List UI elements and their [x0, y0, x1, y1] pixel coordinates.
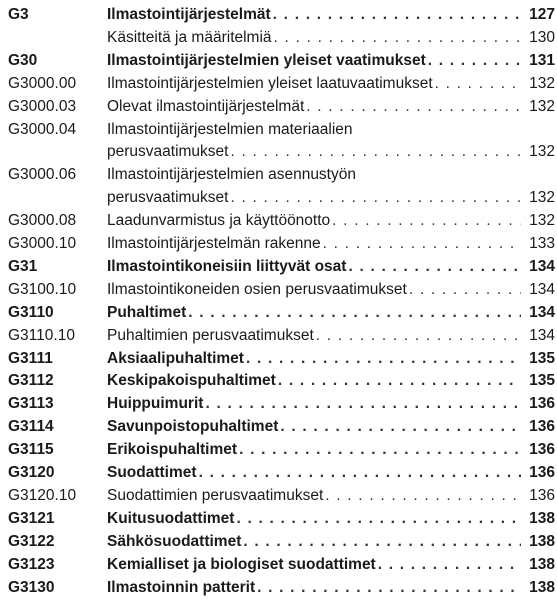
toc-entry-title: Puhaltimet [107, 304, 186, 322]
toc-entry-page-number: 134 [525, 304, 555, 322]
toc-entry-title: Erikoispuhaltimet [107, 441, 237, 459]
toc-entry[interactable] [0, 75, 557, 98]
toc-entry-page-number: 127 [525, 6, 555, 24]
toc-entry-code: G3 [8, 6, 29, 24]
toc-entry-page-number: 134 [525, 281, 555, 299]
toc-entry-page-number: 132 [525, 75, 555, 93]
toc-entry-title: perusvaatimukset [107, 189, 228, 207]
toc-entry-code: G3000.06 [8, 166, 76, 184]
toc-entry-code: G3110 [8, 304, 54, 322]
toc-entry-title: Keskipakoispuhaltimet [107, 372, 276, 390]
toc-entry-code: G3000.10 [8, 235, 76, 253]
toc-entry[interactable] [0, 533, 557, 556]
toc-entry-code: G31 [8, 258, 37, 276]
dot-leader [306, 98, 521, 116]
toc-entry-title: Ilmastointijärjestelmän rakenne [107, 235, 321, 253]
dot-leader [257, 579, 521, 597]
toc-entry-code: G3114 [8, 418, 54, 436]
toc-entry-code: G3000.00 [8, 75, 76, 93]
dot-leader [230, 143, 521, 161]
toc-entry-code: G3121 [8, 510, 55, 528]
toc-entry-title-line [107, 579, 555, 597]
toc-entry-code: G3112 [8, 372, 54, 390]
dot-leader [246, 350, 521, 368]
toc-entry-title: Savunpoistopuhaltimet [107, 418, 278, 436]
toc-entry-title: Käsitteitä ja määritelmiä [107, 29, 272, 47]
toc-entry[interactable] [0, 395, 557, 418]
toc-entry-code: G3111 [8, 350, 53, 368]
toc-entry-page-number: 136 [525, 464, 555, 482]
toc-entry-page-number: 132 [525, 189, 555, 207]
toc-entry[interactable] [0, 350, 557, 373]
toc-entry[interactable] [0, 441, 557, 464]
toc-entry-page-number: 136 [525, 487, 555, 505]
toc-entry[interactable] [0, 29, 557, 52]
toc-entry-page-number: 135 [525, 350, 555, 368]
toc-entry[interactable] [0, 372, 557, 395]
toc-entry-page-number: 132 [525, 98, 555, 116]
toc-entry-page-number: 136 [525, 395, 555, 413]
toc-entry-title-line [107, 556, 555, 574]
toc-entry-title: Laadunvarmistus ja käyttöönotto [107, 212, 330, 230]
dot-leader [378, 556, 521, 574]
toc-entry-title: Ilmastoinnin patterit [107, 579, 255, 597]
toc-entry-page-number: 138 [525, 510, 555, 528]
toc-entry-title-line [107, 143, 555, 161]
toc-entry[interactable] [0, 304, 557, 327]
toc-entry-title: Ilmastointijärjestelmät [107, 6, 271, 24]
toc-entry-page-number: 134 [525, 258, 555, 276]
toc-entry-title: Puhaltimien perusvaatimukset [107, 327, 314, 345]
dot-leader [278, 372, 521, 390]
toc-entry-code: G3123 [8, 556, 55, 574]
toc-entry-title-line [107, 327, 555, 345]
toc-entry-title-line [107, 281, 555, 299]
toc-entry-title-line [107, 98, 555, 116]
toc-entry-title-line [107, 6, 555, 24]
toc-entry-title: Kemialliset ja biologiset suodattimet [107, 556, 376, 574]
dot-leader [316, 327, 521, 345]
dot-leader [236, 510, 521, 528]
toc-entry-title-line [107, 510, 555, 528]
toc-entry-code: G3115 [8, 441, 54, 459]
toc-entry-page-number: 134 [525, 327, 555, 345]
toc-entry-title-line [107, 212, 555, 230]
toc-entry[interactable] [0, 281, 557, 304]
dot-leader [243, 533, 521, 551]
toc-entry-title: Suodattimien perusvaatimukset [107, 487, 323, 505]
dot-leader [409, 281, 521, 299]
toc-entry-title-line [107, 533, 555, 551]
toc-entry-title-line [107, 418, 555, 436]
toc-entry-title: Ilmastointijärjestelmien yleiset vaatimukset [107, 52, 426, 70]
toc-entry-title: Aksiaalipuhaltimet [107, 350, 244, 368]
toc-entry-code: G3122 [8, 533, 55, 551]
toc-entry-code: G3000.04 [8, 121, 76, 139]
toc-entry-title-line [107, 235, 555, 253]
dot-leader [273, 6, 521, 24]
toc-entry[interactable] [0, 464, 557, 487]
toc-entry-page-number: 132 [525, 143, 555, 161]
toc-entry[interactable] [0, 327, 557, 350]
toc-entry-title: Ilmastointikoneiden osien perusvaatimukset [107, 281, 407, 299]
toc-entry-title-line [107, 75, 555, 93]
toc-entry[interactable] [0, 98, 557, 121]
dot-leader [435, 75, 521, 93]
toc-entry-title: Sähkösuodattimet [107, 533, 241, 551]
dot-leader [280, 418, 521, 436]
toc-entry-title-line [107, 166, 555, 184]
toc-entry-page-number: 130 [525, 29, 555, 47]
toc-entry-title-line [107, 350, 555, 368]
toc-entry[interactable] [0, 510, 557, 533]
toc-entry-code: G3110.10 [8, 327, 75, 345]
dot-leader [199, 464, 521, 482]
toc-entry-code: G3130 [8, 579, 55, 597]
toc-entry[interactable] [0, 556, 557, 579]
dot-leader [348, 258, 521, 276]
dot-leader [239, 441, 521, 459]
toc-entry[interactable] [0, 6, 557, 29]
toc-entry[interactable] [0, 487, 557, 510]
toc-entry-title-line [107, 121, 555, 139]
toc-entry-title: Huippuimurit [107, 395, 203, 413]
toc-entry-title-line [107, 304, 555, 322]
toc-entry-title-line [107, 52, 555, 70]
toc-entry-title: Ilmastointijärjestelmien materiaalien [107, 121, 353, 139]
toc-entry-code: G30 [8, 52, 37, 70]
toc-entry-title-line [107, 29, 555, 47]
toc-entry-code: G3120.10 [8, 487, 76, 505]
toc-entry[interactable] [0, 52, 557, 75]
dot-leader [230, 189, 521, 207]
dot-leader [325, 487, 521, 505]
toc-entry[interactable] [0, 166, 557, 212]
toc-entry-title-line [107, 441, 555, 459]
dot-leader [332, 212, 521, 230]
dot-leader [274, 29, 521, 47]
toc-entry-page-number: 135 [525, 372, 555, 390]
toc-entry-title-line [107, 464, 555, 482]
toc-entry-page-number: 138 [525, 556, 555, 574]
toc-entry[interactable] [0, 121, 557, 167]
toc-entry-title-line [107, 258, 555, 276]
toc-entry-code: G3000.03 [8, 98, 76, 116]
toc-entry-title: Ilmastointijärjestelmien asennustyön [107, 166, 356, 184]
toc-entry-title-line [107, 189, 555, 207]
toc-entry[interactable] [0, 579, 557, 601]
toc-entry-title: perusvaatimukset [107, 143, 228, 161]
toc-entry-page-number: 132 [525, 212, 555, 230]
toc-entry-code: G3120 [8, 464, 55, 482]
toc-entry[interactable] [0, 212, 557, 235]
toc-entry[interactable] [0, 258, 557, 281]
toc-entry-title-line [107, 372, 555, 390]
toc-entry-code: G3100.10 [8, 281, 76, 299]
toc-entry-title-line [107, 487, 555, 505]
dot-leader [428, 52, 521, 70]
toc-entry-title: Suodattimet [107, 464, 197, 482]
toc-entry-page-number: 136 [525, 441, 555, 459]
toc-entry-title-line [107, 395, 555, 413]
dot-leader [323, 235, 521, 253]
toc-entry-code: G3000.08 [8, 212, 76, 230]
toc-entry-title: Ilmastointijärjestelmien yleiset laatuvaatimukset [107, 75, 433, 93]
toc-entry-title: Ilmastointikoneisiin liittyvät osat [107, 258, 346, 276]
toc-entry-page-number: 131 [525, 52, 555, 70]
toc-entry-code: G3113 [8, 395, 54, 413]
toc-entry[interactable] [0, 235, 557, 258]
dot-leader [188, 304, 521, 322]
toc-entry-page-number: 138 [525, 533, 555, 551]
toc-entry-title: Kuitusuodattimet [107, 510, 234, 528]
toc-entry-page-number: 138 [525, 579, 555, 597]
toc-entry[interactable] [0, 418, 557, 441]
toc-entry-page-number: 133 [525, 235, 555, 253]
toc-entry-page-number: 136 [525, 418, 555, 436]
toc-entry-title: Olevat ilmastointijärjestelmät [107, 98, 304, 116]
dot-leader [205, 395, 521, 413]
